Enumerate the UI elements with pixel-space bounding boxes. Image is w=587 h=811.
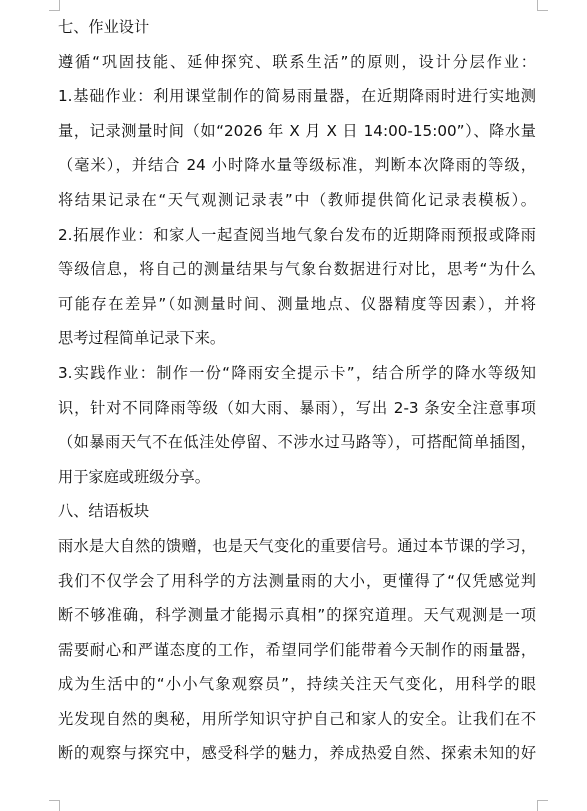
text-line: 2.拓展作业：和家人一起查阅当地气象台发布的近期降雨预报或降雨 (58, 225, 536, 244)
text-line: 八、结语板块 (58, 502, 150, 521)
text-line: 识，针对不同降雨等级（如大雨、暴雨），写出 2-3 条安全注意事项 (58, 398, 536, 417)
text-line: 雨水是大自然的馈赠，也是天气变化的重要信号。通过本节课的学习， (58, 536, 536, 555)
text-line: 七、作业设计 (58, 18, 150, 36)
crop-mark-bottom-right (537, 800, 548, 811)
text-line: 断的观察与探究中，感受科学的魅力，养成热爱自然、探索未知的好 (58, 744, 536, 763)
text-line: 成为生活中的“小小气象观察员”，持续关注天气变化，用科学的眼 (58, 675, 536, 694)
text-line: （毫米），并结合 24 小时降水量等级标准，判断本次降雨的等级， (58, 156, 536, 175)
text-line: 思考过程简单记录下来。 (58, 329, 226, 348)
text-line: 遵循“巩固技能、延伸探究、联系生活”的原则，设计分层作业： (58, 52, 536, 71)
text-line: （如暴雨天气不在低洼处停留、不涉水过马路等），可搭配简单插图， (58, 433, 536, 452)
text-line: 我们不仅学会了用科学的方法测量雨的大小，更懂得了“仅凭感觉判 (58, 571, 536, 590)
text-line: 1.基础作业：利用课堂制作的简易雨量器，在近期降雨时进行实地测 (58, 87, 536, 106)
document-body (58, 10, 536, 771)
text-line: 将结果记录在“天气观测记录表”中（教师提供简化记录表模板）。 (58, 190, 536, 209)
text-line: 量，记录测量时间（如“2026 年 X 月 X 日 14:00-15:00”）、降水量 (58, 121, 536, 140)
crop-mark-top-right (537, 0, 548, 11)
text-line: 光发现自然的奥秘，用所学知识守护自己和家人的安全。让我们在不 (58, 709, 536, 728)
text-line: 可能存在差异”（如测量时间、测量地点、仪器精度等因素），并将 (58, 294, 536, 313)
text-line: 等级信息，将自己的测量结果与气象台数据进行对比，思考“为什么 (58, 260, 536, 279)
text-line: 需要耐心和严谨态度的工作，希望同学们能带着今天制作的雨量器， (58, 640, 536, 659)
text-line: 用于家庭或班级分享。 (58, 467, 210, 486)
text-line: 3.实践作业：制作一份“降雨安全提示卡”，结合所学的降水等级知 (58, 363, 536, 382)
crop-mark-bottom-left (49, 800, 60, 811)
text-line: 断不够准确，科学测量才能揭示真相”的探究道理。天气观测是一项 (58, 606, 536, 625)
